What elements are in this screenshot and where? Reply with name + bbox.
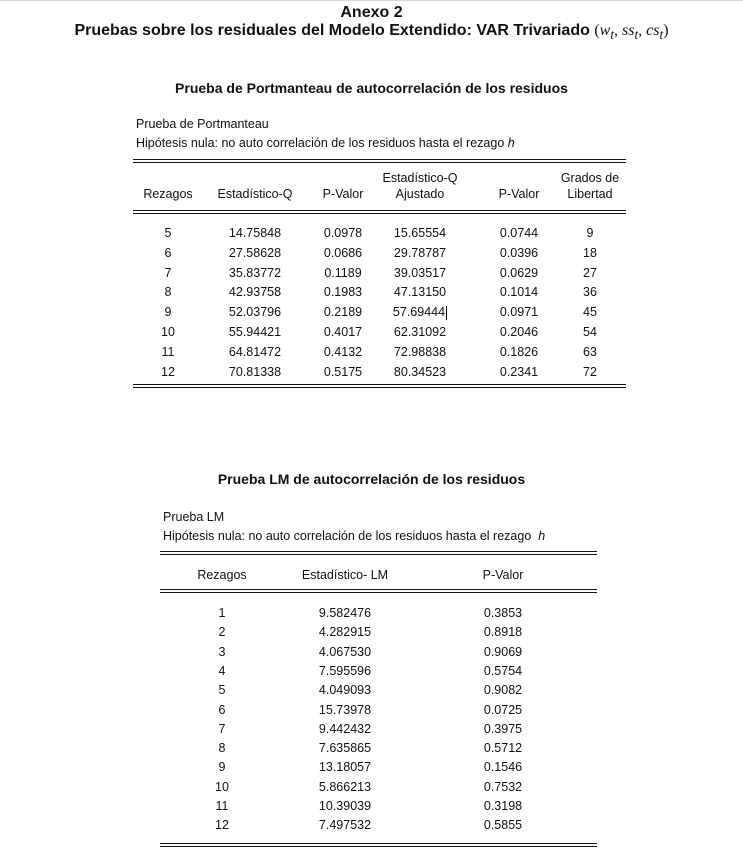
- lm-table-row: [0, 606, 743, 626]
- portmanteau-cell: 80.34523: [393, 364, 447, 379]
- page-title: [0, 22, 743, 43]
- portmanteau-cell: 47.13150: [393, 285, 447, 300]
- lm-cell: 7.497532: [318, 818, 372, 833]
- portmanteau-col-header: Estadístico-Q: [217, 187, 293, 201]
- lm-cell: 4.067530: [318, 644, 372, 659]
- portmanteau-table-row: [0, 246, 743, 266]
- portmanteau-cell: 0.2189: [323, 305, 363, 320]
- lm-cell: 1: [218, 606, 226, 620]
- lm-cell: 0.3853: [483, 606, 523, 620]
- title-vars: ($w_t$, $ss_t$, $cs_t$): [594, 22, 669, 43]
- lm-cell: 0.5855: [483, 818, 523, 833]
- portmanteau-table-row: [0, 226, 743, 246]
- portmanteau-cell: 0.2046: [499, 325, 539, 339]
- null-hypothesis-var: h: [538, 529, 546, 543]
- text-cursor: [446, 306, 447, 320]
- lm-cell: 10.39039: [318, 799, 372, 813]
- portmanteau-cell: 64.81472: [228, 344, 282, 359]
- portmanteau-cell: 12: [161, 364, 175, 379]
- lm-table-row: [0, 683, 743, 703]
- title-var-ss: ss: [622, 22, 635, 39]
- lm-table-row: [0, 741, 743, 761]
- portmanteau-cell: 7: [164, 265, 172, 280]
- portmanteau-col-header: Rezagos: [143, 187, 193, 201]
- portmanteau-col-header: P-Valor: [498, 187, 540, 201]
- portmanteau-cell: 55.94421: [228, 325, 282, 339]
- lm-cell: 11: [215, 799, 229, 813]
- portmanteau-cell: 70.81338: [228, 364, 282, 379]
- lm-table-row: [0, 645, 743, 665]
- lm-cell: 0.7532: [483, 779, 523, 794]
- portmanteau-cell: 5: [164, 226, 172, 240]
- null-hypothesis-var: h: [507, 136, 515, 150]
- title-var-cs: cs: [646, 22, 660, 39]
- portmanteau-cell: 52.03796: [228, 305, 282, 320]
- portmanteau-table-row: [0, 305, 743, 325]
- annex-label: Anexo 2: [340, 4, 403, 21]
- portmanteau-cell: 0.2341: [499, 364, 539, 379]
- lm-table-row: [0, 760, 743, 780]
- portmanteau-cell: 0.0744: [499, 226, 539, 240]
- portmanteau-cell: 14.75848: [228, 226, 282, 240]
- portmanteau-cell: 0.0978: [323, 226, 363, 240]
- portmanteau-cell: 18: [583, 245, 597, 260]
- title-var-w: w: [599, 22, 611, 39]
- lm-cell: 0.9069: [483, 644, 523, 659]
- lm-cell: 9.442432: [318, 721, 372, 736]
- portmanteau-cell: 0.4017: [323, 325, 363, 339]
- page-title-text: Pruebas sobre los residuales del Modelo Extendido: VAR Trivariado: [74, 22, 590, 39]
- portmanteau-cell: 57.69444: [392, 305, 446, 320]
- portmanteau-cell: 0.0629: [499, 265, 539, 280]
- portmanteau-section-title: Prueba de Portmanteau de autocorrelación de los residuos: [175, 80, 568, 96]
- portmanteau-cell: 0.1014: [499, 285, 539, 300]
- portmanteau-cell: 11: [161, 344, 175, 359]
- portmanteau-cell: 54: [583, 325, 597, 339]
- portmanteau-test-name: Prueba de Portmanteau: [136, 117, 269, 131]
- portmanteau-null-hypothesis: [136, 136, 515, 150]
- portmanteau-top-rule: [133, 159, 626, 163]
- portmanteau-cell: 72.98838: [393, 344, 447, 359]
- portmanteau-cell: 8: [164, 285, 172, 300]
- lm-cell: 5.866213: [318, 779, 372, 794]
- portmanteau-cell: 9: [586, 226, 594, 240]
- lm-cell: 4.282915: [318, 625, 372, 640]
- portmanteau-table-row: [0, 285, 743, 305]
- lm-cell: 7: [218, 721, 226, 736]
- lm-table-row: [0, 799, 743, 819]
- lm-table-row: [0, 780, 743, 800]
- lm-cell: 15.73978: [318, 702, 372, 717]
- lm-cell: 3: [218, 644, 226, 659]
- lm-cell: 0.1546: [483, 760, 523, 775]
- portmanteau-cell: 0.4132: [323, 344, 363, 359]
- lm-header-rule: [160, 589, 597, 593]
- portmanteau-cell: 36: [583, 285, 597, 300]
- lm-cell: 8: [218, 741, 226, 756]
- portmanteau-cell: 45: [583, 305, 597, 320]
- lm-test-name: Prueba LM: [163, 510, 225, 524]
- portmanteau-cell: 0.0396: [499, 245, 539, 260]
- lm-table-row: [0, 664, 743, 684]
- portmanteau-cell: 62.31092: [393, 325, 447, 339]
- lm-top-rule: [160, 551, 597, 555]
- lm-cell: 10: [215, 779, 229, 794]
- title-sub: t: [634, 27, 639, 43]
- lm-cell: 7.595596: [318, 663, 372, 678]
- lm-table-row: [0, 625, 743, 645]
- lm-cell: 0.3975: [483, 721, 523, 736]
- portmanteau-table-row: [0, 325, 743, 345]
- title-sub: t: [659, 27, 664, 43]
- portmanteau-cell: 0.0971: [499, 305, 539, 320]
- lm-cell: 5: [218, 683, 226, 698]
- lm-col-header: Estadístico- LM: [301, 568, 389, 582]
- portmanteau-table-row: [0, 345, 743, 365]
- portmanteau-cell: 72: [583, 364, 597, 379]
- portmanteau-cell: 15.65554: [393, 226, 447, 240]
- portmanteau-table-row: [0, 266, 743, 286]
- lm-cell: 13.18057: [318, 760, 372, 775]
- lm-col-header: P-Valor: [482, 568, 524, 582]
- lm-table-row: [0, 818, 743, 838]
- portmanteau-cell: 29.78787: [393, 245, 447, 260]
- lm-cell: 4: [218, 663, 226, 678]
- lm-cell: 0.9082: [483, 683, 523, 698]
- portmanteau-cell: 0.1983: [323, 285, 363, 300]
- portmanteau-col-header: P-Valor: [322, 187, 364, 201]
- null-hypothesis-text: Hipótesis nula: no auto correlación de los residuos hasta el rezago: [136, 136, 505, 150]
- portmanteau-col-header: Libertad: [567, 187, 613, 201]
- portmanteau-cell: 42.93758: [228, 285, 282, 300]
- portmanteau-cell: 35.83772: [228, 265, 282, 280]
- portmanteau-col-header: Ajustado: [395, 187, 445, 201]
- lm-table-row: [0, 722, 743, 742]
- lm-cell: 7.635865: [318, 741, 372, 756]
- portmanteau-col-header-line1: Grados de: [560, 171, 620, 185]
- portmanteau-cell: 39.03517: [393, 265, 447, 280]
- lm-bottom-rule: [160, 843, 597, 847]
- lm-cell: 0.0725: [483, 702, 523, 717]
- portmanteau-cell: 0.1826: [499, 344, 539, 359]
- portmanteau-cell: 9: [164, 305, 172, 320]
- portmanteau-cell: 63: [583, 344, 597, 359]
- lm-cell: 9.582476: [318, 606, 372, 620]
- portmanteau-cell: 10: [161, 325, 175, 339]
- portmanteau-cell: 0.0686: [323, 245, 363, 260]
- title-sub: t: [610, 27, 615, 43]
- portmanteau-cell: 0.1189: [324, 265, 362, 280]
- lm-cell: 6: [218, 702, 226, 717]
- portmanteau-cell: 0.5175: [323, 364, 363, 379]
- portmanteau-cell: 27.58628: [228, 245, 282, 260]
- lm-cell: 0.5754: [483, 663, 523, 678]
- lm-cell: 4.049093: [318, 683, 372, 698]
- page-top-rule: [0, 0, 743, 1]
- null-hypothesis-text: Hipótesis nula: no auto correlación de los residuos hasta el rezago: [163, 529, 532, 543]
- lm-cell: 2: [218, 625, 226, 640]
- lm-col-header: Rezagos: [197, 568, 247, 582]
- lm-cell: 9: [218, 760, 226, 775]
- lm-cell: 0.5712: [483, 741, 523, 756]
- portmanteau-col-header-line1: Estadístico-Q: [382, 171, 458, 185]
- portmanteau-cell: 27: [583, 265, 597, 280]
- lm-null-hypothesis: [163, 529, 545, 543]
- portmanteau-cell: 6: [164, 245, 172, 260]
- lm-section-title: Prueba LM de autocorrelación de los residuos: [217, 471, 526, 487]
- portmanteau-table-row: [0, 365, 743, 385]
- portmanteau-bottom-rule: [133, 384, 626, 388]
- lm-cell: 0.8918: [483, 625, 523, 640]
- lm-table-row: [0, 703, 743, 723]
- lm-cell: 12: [215, 818, 229, 833]
- portmanteau-header-rule: [133, 210, 626, 214]
- lm-cell: 0.3198: [483, 799, 523, 813]
